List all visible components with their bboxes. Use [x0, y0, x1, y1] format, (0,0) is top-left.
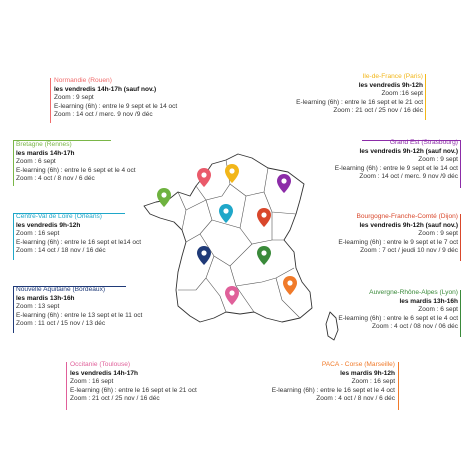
region-elearning: E-learning (6h) : entre le 9 sept et le 14 oct: [54, 102, 178, 110]
region-zoom-sessions: Zoom : 14 oct / merc. 9 nov /9 déc: [359, 173, 458, 181]
na-accent-bar: [13, 286, 14, 333]
region-block-cvl: [16, 213, 141, 256]
region-zoom: Zoom : 16 sept: [70, 378, 114, 386]
region-schedule: les vendredis 14h-17h: [70, 369, 138, 377]
bretagne-accent-bar: [13, 140, 14, 186]
normandie-accent-bar: [50, 78, 51, 123]
region-block-occ: [70, 361, 197, 404]
region-block-bretagne: [16, 141, 136, 184]
region-zoom-sessions: Zoom : 14 oct / 18 nov / 16 déc: [16, 247, 106, 255]
map-pin-icon: [257, 208, 271, 227]
region-title: Centre-Val de Loire (Orléans): [16, 213, 102, 220]
corsica-outline: [326, 312, 338, 340]
region-elearning: E-learning (6h) : entre le 16 sept et le14 oct: [16, 238, 142, 246]
region-title: Ile-de-France (Paris): [362, 73, 423, 80]
bfc-accent-bar: [460, 214, 461, 261]
region-block-paca: [272, 361, 395, 404]
region-elearning: E-learning (6h) : entre le 16 sept et le 21 oct: [70, 386, 197, 394]
region-zoom-sessions: Zoom : 11 oct / 15 nov / 13 déc: [16, 320, 106, 328]
region-zoom: Zoom : 13 sept: [16, 303, 60, 311]
ara-accent-bar: [460, 290, 461, 337]
region-zoom: Zoom : 16 sept: [16, 230, 60, 238]
region-zoom-sessions: Zoom : 4 oct / 08 nov / 06 déc: [372, 323, 458, 331]
map-pin-icon: [157, 188, 171, 207]
region-zoom-sessions: Zoom : 4 oct / 8 nov / 6 déc: [16, 175, 95, 183]
region-elearning: E-learning (6h) : entre le 13 sept et le 11 oct: [16, 311, 143, 319]
region-zoom-sessions: Zoom : 14 oct / merc. 9 nov /9 déc: [54, 111, 153, 119]
occ-accent-bar: [66, 362, 67, 410]
region-elearning: E-learning (6h) : entre le 9 sept et le 7 oct: [338, 238, 458, 246]
region-block-ara: [338, 289, 458, 332]
region-title: Normandie (Rouen): [54, 77, 112, 84]
cvl-accent-bar: [13, 213, 14, 260]
region-schedule: les mardis 14h-17h: [16, 149, 75, 157]
region-schedule: les vendredis 9h-12h (sauf nov.): [359, 221, 458, 229]
region-elearning: E-learning (6h) : entre le 6 sept et le 4 oct: [16, 166, 136, 174]
region-zoom: Zoom : 6 sept: [418, 306, 458, 314]
region-block-idf: [296, 73, 423, 116]
map-pin-icon: [277, 174, 291, 193]
region-zoom: Zoom : 6 sept: [16, 158, 56, 166]
region-title: Auvergne-Rhône-Alpes (Lyon): [369, 289, 458, 296]
region-title: Bourgogne-Franche-Comté (Dijon): [356, 213, 458, 220]
region-block-na: [16, 286, 142, 329]
map-pin-icon: [225, 164, 239, 183]
region-title: Bretagne (Rennes): [16, 141, 72, 148]
paca-accent-bar: [398, 362, 399, 410]
map-pin-icon: [197, 246, 211, 265]
region-zoom-sessions: Zoom : 7 oct / jeudi 10 nov / 9 déc: [360, 247, 458, 255]
idf-accent-bar: [425, 74, 426, 120]
region-block-grandest: [335, 139, 458, 182]
region-title: Nouvelle Aquitaine (Bordeaux): [16, 286, 106, 293]
region-schedule: les vendredis 9h-12h (sauf nov.): [359, 147, 458, 155]
region-zoom-sessions: Zoom : 4 oct / 8 nov / 6 déc: [316, 395, 395, 403]
region-schedule: les vendredis 9h-12h: [16, 221, 81, 229]
region-zoom: Zoom : 9 sept: [418, 230, 458, 238]
region-zoom-sessions: Zoom : 21 oct / 25 nov / 16 déc: [333, 107, 423, 115]
map-pin-icon: [197, 168, 211, 187]
region-elearning: E-learning (6h) : entre le 16 sept et le 21 oct: [296, 98, 423, 106]
region-schedule: les mardis 9h-12h: [340, 369, 395, 377]
map-pin-icon: [283, 276, 297, 295]
region-schedule: les mardis 13h-16h: [16, 294, 75, 302]
region-zoom-sessions: Zoom : 21 oct / 25 nov / 16 déc: [70, 395, 160, 403]
region-schedule: les mardis 13h-16h: [399, 297, 458, 305]
region-zoom: Zoom : 9 sept: [54, 94, 94, 102]
map-pin-icon: [225, 286, 239, 305]
region-title: Grand Est (Strasbourg): [389, 139, 458, 146]
region-elearning: E-learning (6h) : entre le 16 sept et le 4 oct: [271, 386, 395, 394]
map-pin-icon: [219, 204, 233, 223]
region-title: PACA - Corse (Marseille): [321, 361, 395, 368]
region-elearning: E-learning (6h) : entre le 9 sept et le 14 oct: [334, 164, 458, 172]
region-zoom: Zoom : 16 sept: [351, 378, 395, 386]
region-zoom: Zoom : 9 sept: [418, 156, 458, 164]
region-schedule: les vendredis 9h-12h: [358, 81, 423, 89]
region-schedule: les vendredis 14h-17h (sauf nov.): [54, 85, 157, 93]
region-block-normandie: [54, 77, 177, 120]
region-elearning: E-learning (6h) : entre le 6 sept et le 4 oct: [338, 314, 458, 322]
region-zoom: Zoom :16 sept: [381, 90, 423, 98]
map-pin-icon: [257, 246, 271, 265]
grandest-accent-bar: [460, 140, 461, 188]
region-block-bfc: [338, 213, 458, 256]
region-title: Occitanie (Toulouse): [70, 361, 131, 368]
